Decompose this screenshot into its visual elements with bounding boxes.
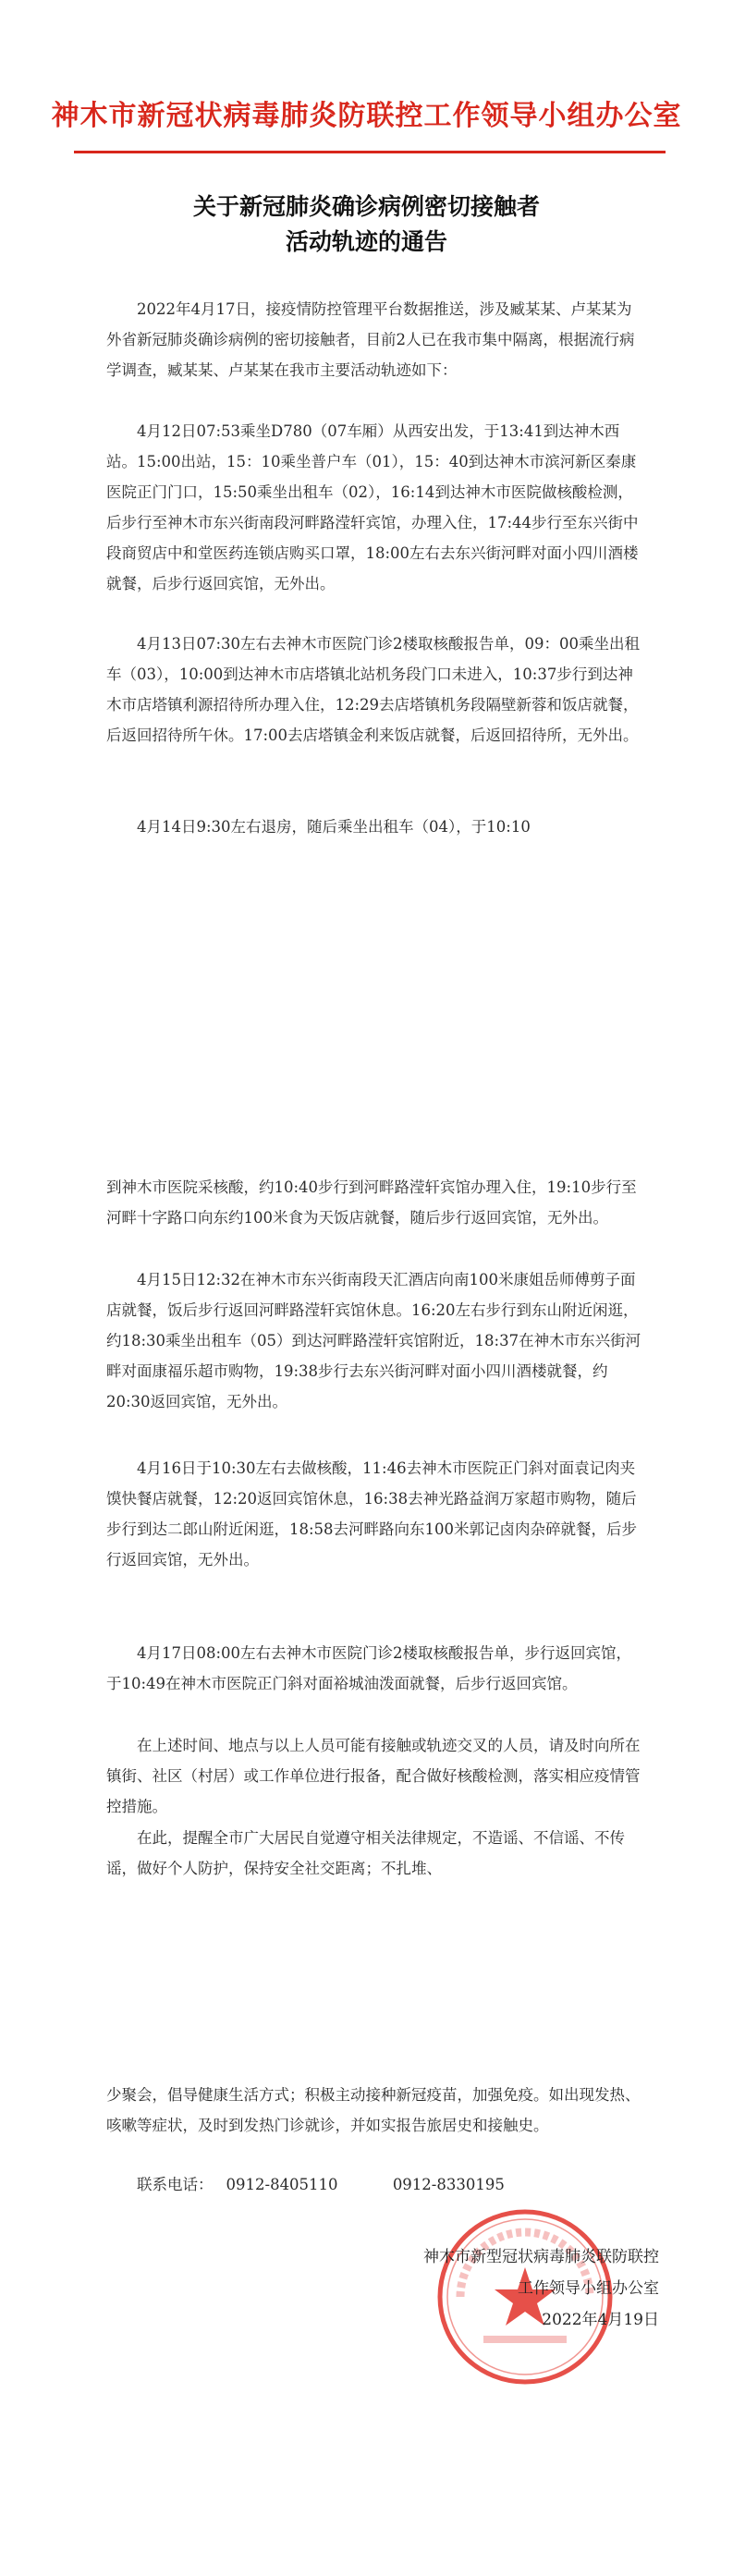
trajectory-apr16: 4月16日于10:30左右去做核酸，11:46去神木市医院正门斜对面袁记肉夹馍快餐店就餐，12:20返回宾馆休息，16:38去神光路益润万家超市购物，随后步行到达二郎山附近闲逛，18:58去河畔路向东100米郭记卤肉杂碎就餐，后步行返回宾馆，无外出。 — [106, 1459, 638, 1569]
contact-label: 联系电话： — [137, 2176, 214, 2193]
contact-line — [137, 2172, 518, 2194]
reporting-notice: 在上述时间、地点与以上人员可能有接触或轨迹交叉的人员，请及时向所在镇街、社区（村居）或工作单位进行报备，配合做好核酸检测，落实相应疫情管控措施。 — [106, 1737, 641, 1815]
reminder-part2: 少聚会，倡导健康生活方式；积极主动接种新冠疫苗，加强免疫。如出现发热、咳嗽等症状，及时到发热门诊就诊，并如实报告旅居史和接触史。 — [106, 2086, 641, 2134]
reminder-part1: 在此，提醒全市广大居民自觉遵守相关法律规定，不造谣、不信谣、不传谣，做好个人防护，保持安全社交距离；不扎堆、 — [106, 1829, 625, 1877]
trajectory-apr13: 4月13日07:30左右去神木市医院门诊2楼取核酸报告单，09：00乘坐出租车（03），10:00到达神木市店塔镇北站机务段门口未进入，10:37步行到达神木市店塔镇利源招待所办理入住，12:29去店塔镇机务段隔壁新蓉和饭店就餐，后返回招待所午休。17:00去店塔镇金利来饭店就餐，后返回招待所，无外出。 — [106, 635, 641, 744]
trajectory-apr14-part2: 到神木市医院采核酸，约10:40步行到河畔路滢轩宾馆办理入住，19:10步行至河畔十字路口向东约100米食为天饭店就餐，随后步行返回宾馆，无外出。 — [106, 1178, 637, 1227]
signature-line-2: 工作领导小组办公室 — [518, 2279, 659, 2298]
signature-date: 2022年4月19日 — [542, 2311, 659, 2329]
contact-phone-2: 0912-8330195 — [392, 2176, 505, 2193]
document-title — [0, 189, 733, 260]
trajectory-apr15: 4月15日12:32在神木市东兴街南段天汇酒店向南100米康姐岳师傅剪子面店就餐，饭后步行返回河畔路滢轩宾馆休息。16:20左右步行到东山附近闲逛，约18:30乘坐出租车（05）到达河畔路滢轩宾馆附近，18:37在神木市东兴街河畔对面康福乐超市购物，19:38步行去东兴街河畔对面小四川酒楼就餐，约20:30返回宾馆，无外出。 — [106, 1271, 641, 1410]
title-line-2: 活动轨迹的通告 — [285, 228, 447, 255]
signature-line-1: 神木市新型冠状病毒肺炎联防联控 — [423, 2248, 659, 2266]
trajectory-apr14-part1: 4月14日9:30左右退房，随后乘坐出租车（04），于10:10 — [137, 818, 531, 836]
title-line-1: 关于新冠肺炎确诊病例密切接触者 — [192, 193, 540, 220]
issuing-office-header: 神木市新冠状病毒肺炎防联控工作领导小组办公室 — [51, 100, 682, 132]
header-red-rule — [74, 151, 666, 153]
signature-block — [423, 2241, 659, 2336]
trajectory-apr12: 4月12日07:53乘坐D780（07车厢）从西安出发，于13:41到达神木西站。15:00出站，15：10乘坐普户车（01），15：40到达神木市滨河新区秦康医院正门门口，15:50乘坐出租车（02），16:14到达神木市医院做核酸检测，后步行至神木市东兴街南段河畔路滢轩宾馆，办理入住，17:44步行至东兴街中段商贸店中和堂医药连锁店购买口罩，18:00左右去东兴街河畔对面小四川酒楼就餐，后步行返回宾馆，无外出。 — [106, 422, 639, 592]
intro-paragraph: 2022年4月17日，接疫情防控管理平台数据推送，涉及臧某某、卢某某为外省新冠肺炎确诊病例的密切接触者，目前2人已在我市集中隔离，根据流行病学调查，臧某某、卢某某在我市主要活动轨迹如下： — [106, 300, 635, 379]
trajectory-apr17: 4月17日08:00左右去神木市医院门诊2楼取核酸报告单，步行返回宾馆，于10:49在神木市医院正门斜对面裕城油泼面就餐，后步行返回宾馆。 — [106, 1644, 632, 1692]
contact-phone-1: 0912-8405110 — [226, 2176, 338, 2193]
